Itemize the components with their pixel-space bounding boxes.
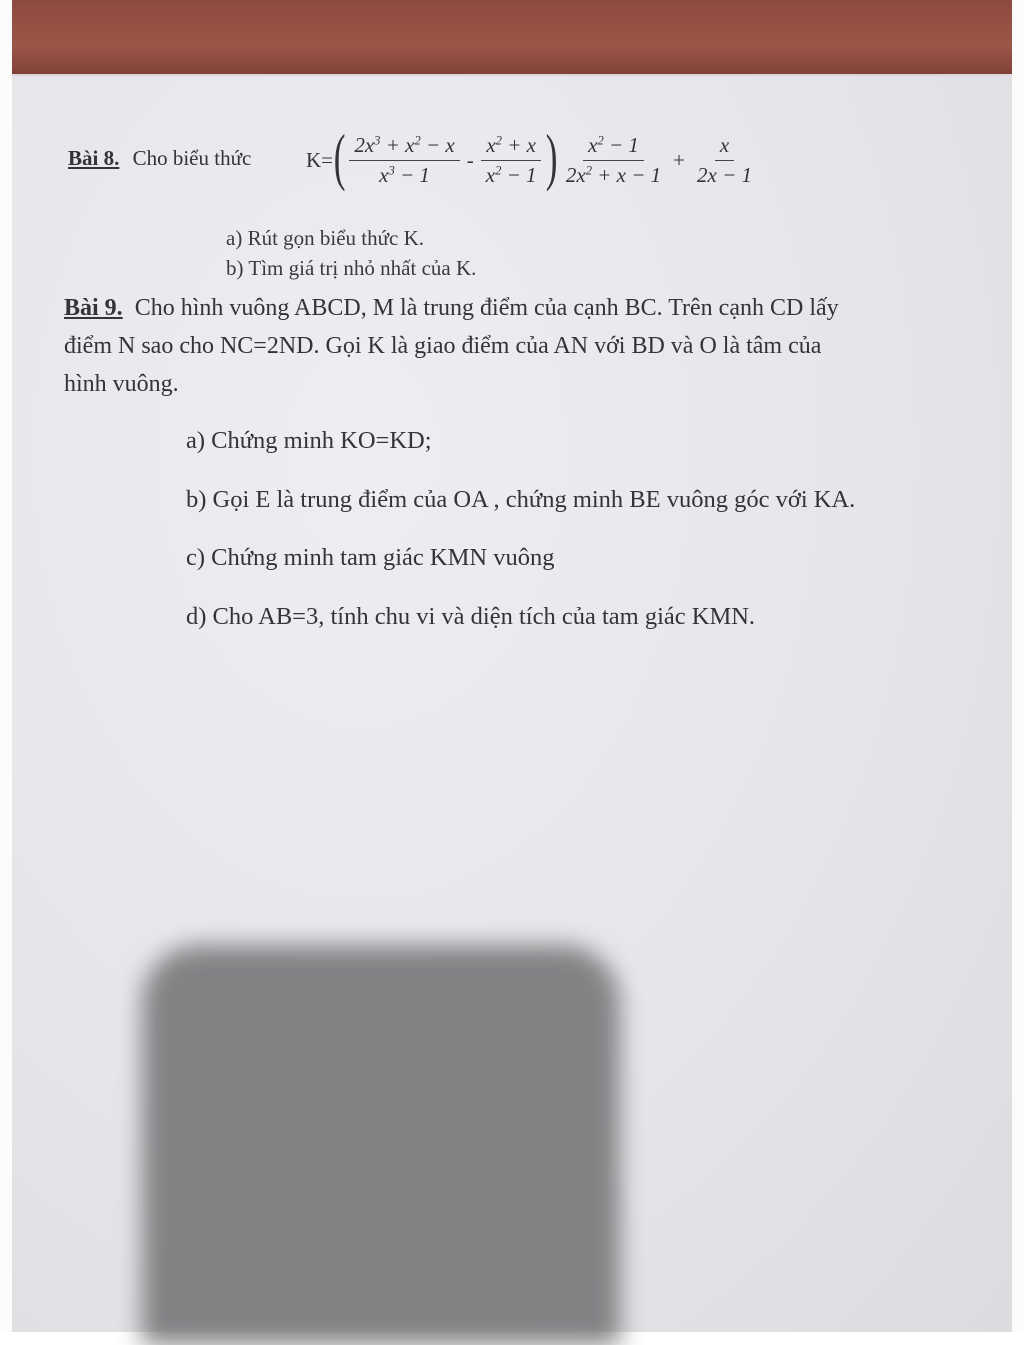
bai8-label: Bài 8. bbox=[68, 146, 120, 170]
fraction-3-numerator: $x^2 - 1$ bbox=[583, 131, 644, 160]
bai9-line-1: Bài 9. Cho hình vuông ABCD, M là trung điểm của cạnh BC. Trên cạnh CD lấy bbox=[64, 295, 839, 321]
fraction-4 bbox=[692, 131, 757, 189]
bai8-formula bbox=[306, 120, 760, 200]
bai9-question-a: a) Chứng minh KO=KD; bbox=[186, 427, 432, 454]
fraction-2-denominator: $x^2 - 1$ bbox=[485, 162, 537, 187]
close-paren: ) bbox=[545, 121, 558, 192]
fraction-2 bbox=[481, 131, 542, 189]
fraction-1-denominator: $x^3 - 1$ bbox=[379, 162, 430, 187]
fraction-1-numerator: $2x^3 + x^2 - x$ bbox=[349, 131, 459, 160]
open-paren: ( bbox=[333, 121, 346, 192]
fraction-1 bbox=[349, 131, 459, 189]
bai9-line-3: hình vuông. bbox=[64, 371, 179, 397]
formula-lhs: K= bbox=[306, 147, 334, 172]
right-border bbox=[1012, 0, 1024, 1332]
fraction-4-denominator: 2x − 1 bbox=[697, 162, 752, 187]
bai8-heading bbox=[68, 146, 251, 171]
minus-sign: - bbox=[466, 147, 474, 172]
fraction-4-numerator: x bbox=[715, 131, 734, 160]
bai8-question-a: a) Rút gọn biểu thức K. bbox=[226, 226, 425, 250]
fraction-3 bbox=[561, 131, 666, 189]
bai9-label: Bài 9. bbox=[64, 295, 123, 321]
bai9-question-d: d) Cho AB=3, tính chu vi và diện tích của tam giác KMN. bbox=[186, 603, 756, 630]
bai9-question-c: c) Chứng minh tam giác KMN vuông bbox=[186, 544, 555, 571]
bai8-intro: Cho biểu thức bbox=[132, 146, 252, 170]
left-border bbox=[0, 0, 12, 1332]
phone-shadow bbox=[142, 945, 620, 1345]
fraction-3-denominator: $2x^2 + x - 1$ bbox=[565, 162, 662, 187]
fraction-2-numerator: $x^2 + x$ bbox=[481, 131, 541, 160]
plus-sign: + bbox=[673, 147, 685, 172]
table-surface bbox=[12, 0, 1012, 80]
bai9-line-2: điểm N sao cho NC=2ND. Gọi K là giao điểm của AN với BD và O là tâm của bbox=[64, 333, 822, 359]
bai9-question-b: b) Gọi E là trung điểm của OA , chứng minh BE vuông góc với KA. bbox=[186, 486, 856, 513]
bai8-question-b: b) Tìm giá trị nhỏ nhất của K. bbox=[226, 256, 477, 280]
